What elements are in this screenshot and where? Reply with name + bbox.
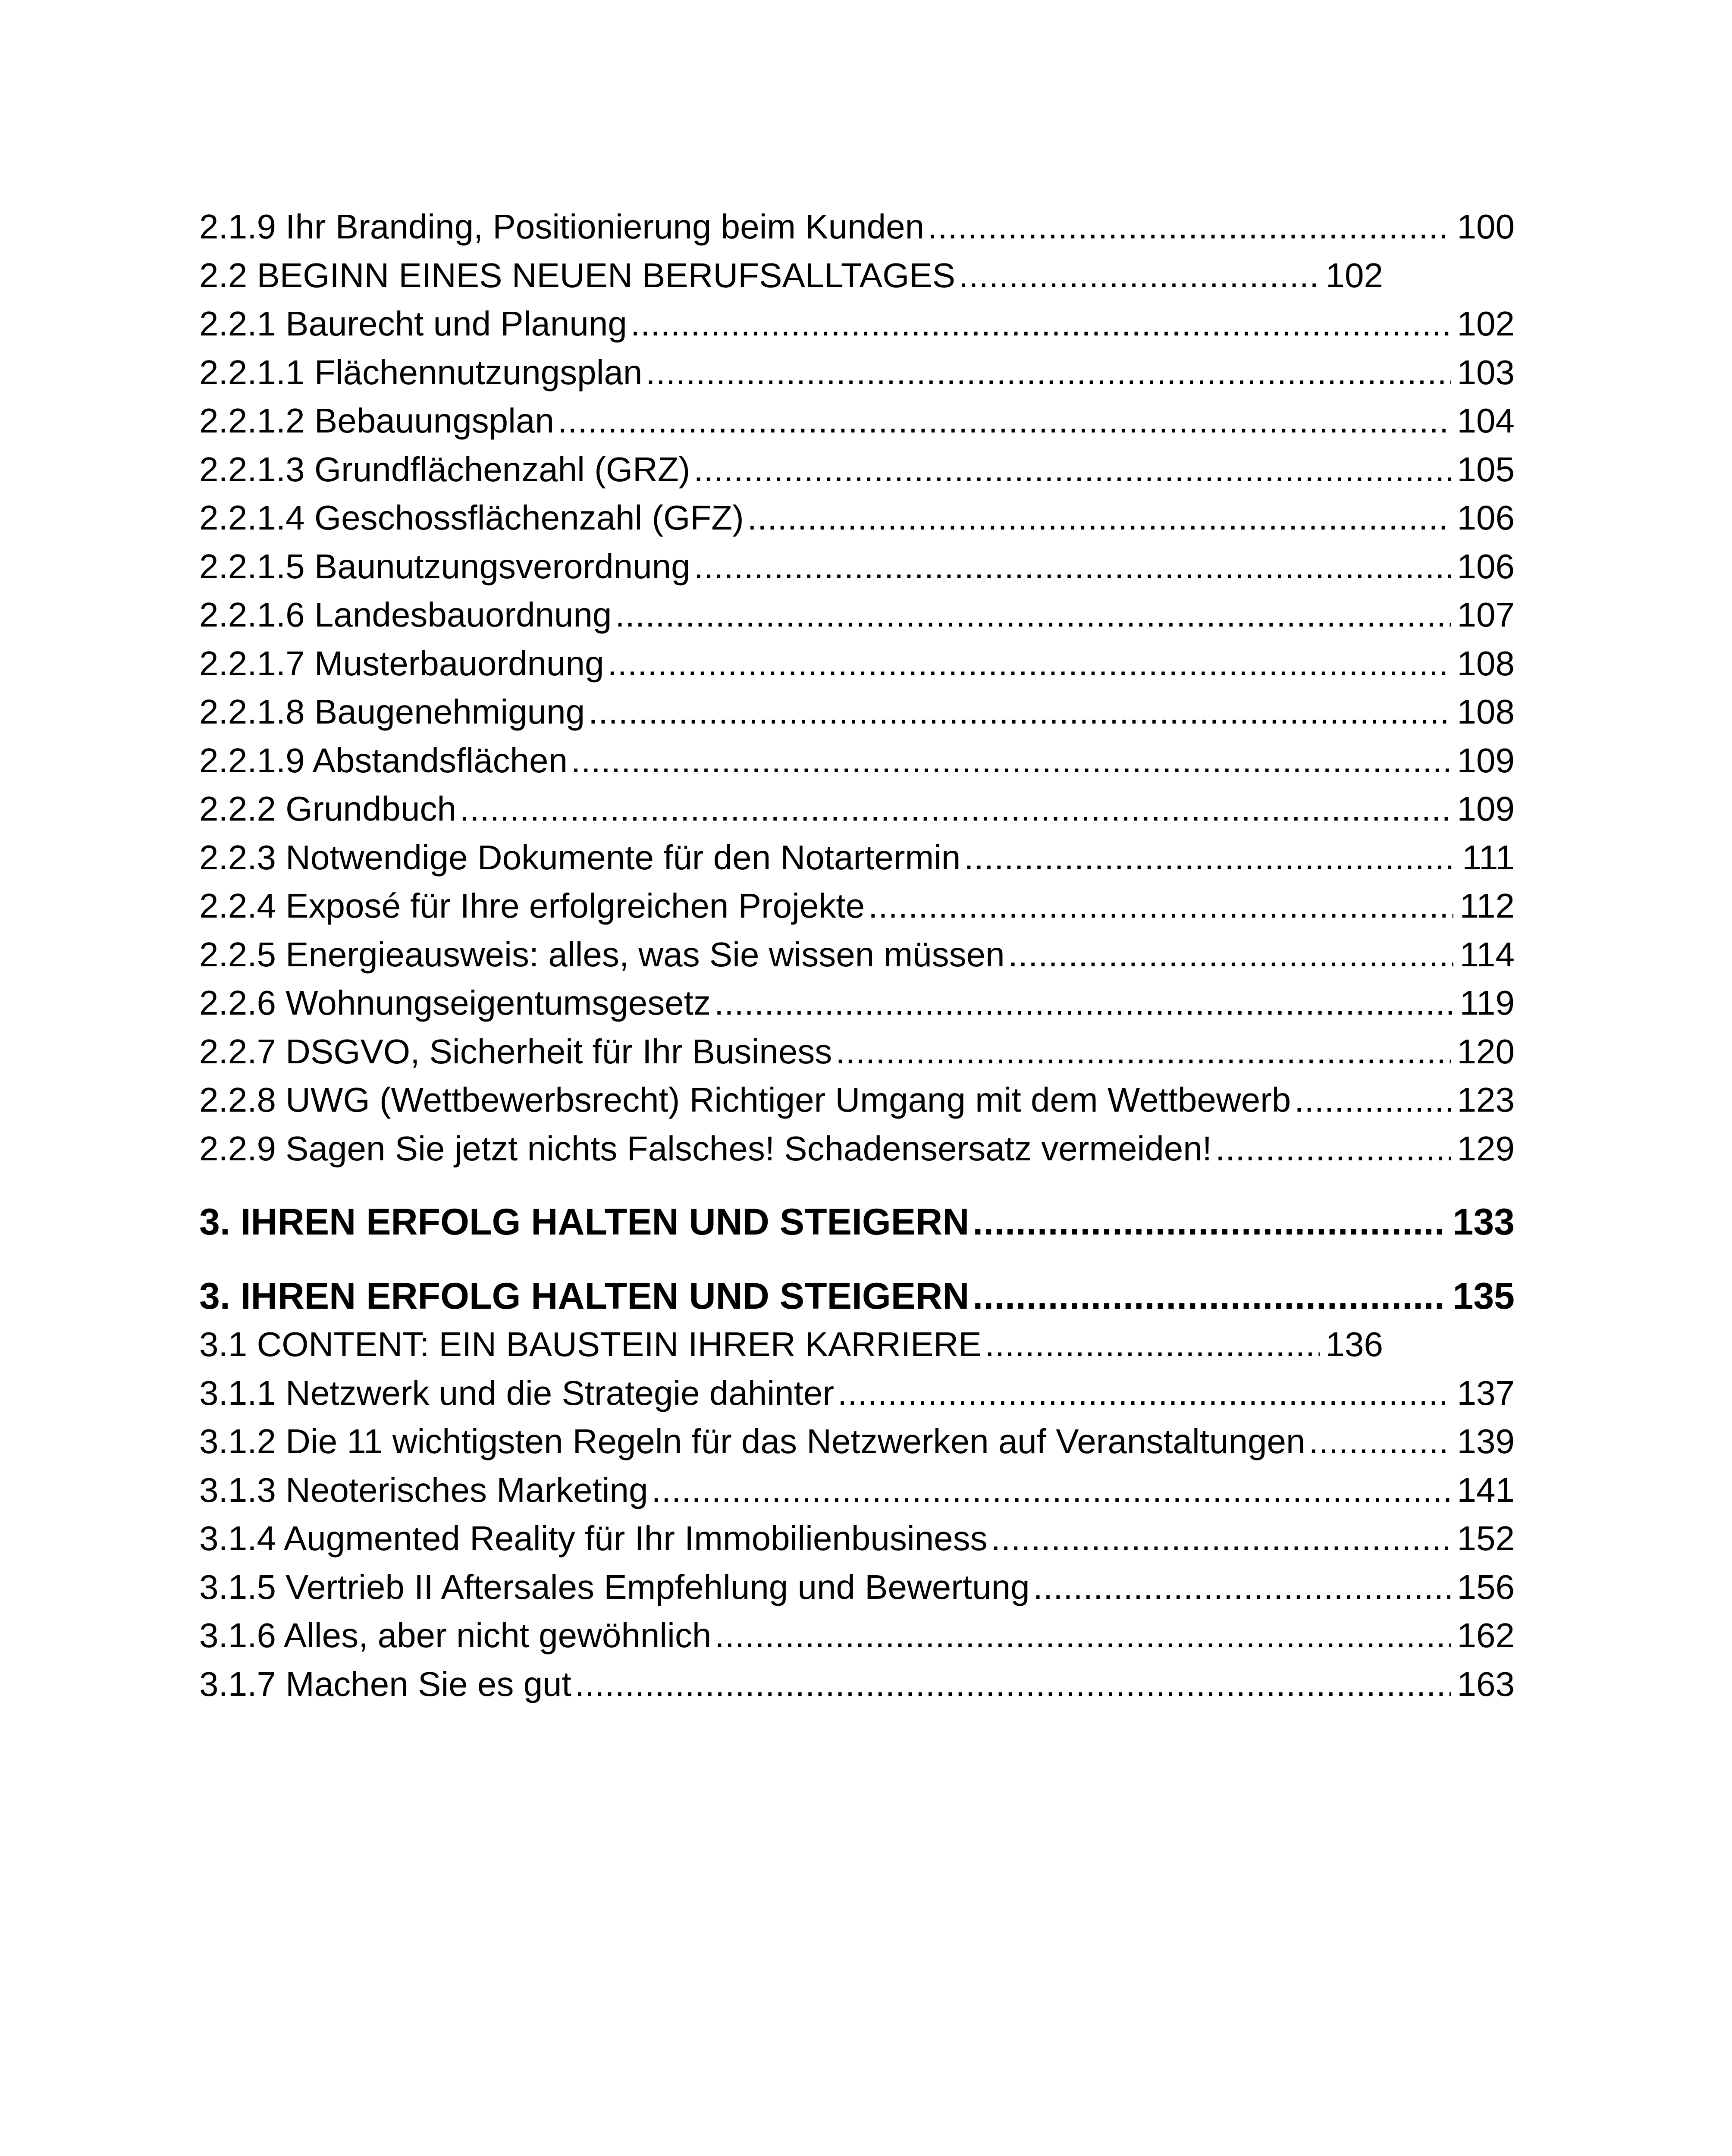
toc-entry <box>199 1563 1515 1612</box>
toc-page-number: 112 <box>1459 887 1515 925</box>
toc-page-number: 109 <box>1457 790 1515 828</box>
toc-dot-leader <box>575 1660 1451 1709</box>
toc-entry-label: 2.1.9 Ihr Branding, Positionierung beim Kunden <box>199 207 925 246</box>
toc-dot-leader <box>615 591 1451 639</box>
toc-entry-label: 2.2.4 Exposé für Ihre erfolgreichen Projekte <box>199 887 865 925</box>
toc-entry <box>199 300 1515 348</box>
toc-entry-label: 2.2.1.9 Abstandsflächen <box>199 741 568 780</box>
toc-page-number: 139 <box>1457 1422 1515 1460</box>
toc-page-number: 102 <box>1325 256 1383 295</box>
toc-dot-leader <box>1008 931 1454 979</box>
toc-entry <box>199 1417 1515 1466</box>
toc-dot-leader <box>631 300 1451 348</box>
toc-page-number: 141 <box>1457 1470 1515 1509</box>
toc-entry <box>199 397 1515 445</box>
toc-entry <box>199 1466 1515 1515</box>
toc-dot-leader <box>973 1198 1446 1246</box>
toc-entry <box>199 785 1515 834</box>
toc-entry <box>199 979 1515 1028</box>
toc-entry <box>199 348 1515 397</box>
toc-dot-leader <box>715 1611 1451 1660</box>
toc-dot-leader <box>928 203 1451 251</box>
toc-entry <box>199 1125 1515 1173</box>
toc-page-number: 123 <box>1457 1081 1515 1119</box>
toc-page-number: 106 <box>1457 498 1515 537</box>
toc-page-number: 135 <box>1453 1275 1515 1317</box>
toc-entry <box>199 1514 1515 1563</box>
toc-entry-label: 2.2.1 Baurecht und Planung <box>199 304 627 343</box>
toc-entry-label: 2.2.9 Sagen Sie jetzt nichts Falsches! Schadensersatz vermeiden! <box>199 1129 1212 1168</box>
toc-dot-leader <box>1309 1417 1451 1466</box>
toc-page-number: 109 <box>1457 741 1515 780</box>
toc-page-number: 156 <box>1457 1567 1515 1606</box>
toc-entry <box>199 494 1515 542</box>
toc-dot-leader <box>868 882 1453 931</box>
toc-page-number: 119 <box>1459 984 1515 1022</box>
toc-entry-label: 3. IHREN ERFOLG HALTEN UND STEIGERN <box>199 1275 970 1317</box>
toc-entry <box>199 1660 1515 1709</box>
toc-entry <box>199 1076 1515 1125</box>
toc-dot-leader <box>694 542 1451 591</box>
toc-entry-label: 2.2.6 Wohnungseigentumsgesetz <box>199 984 711 1022</box>
toc-dot-leader <box>714 979 1453 1028</box>
toc-entry <box>199 882 1515 931</box>
toc-page-number: 129 <box>1457 1129 1515 1168</box>
toc-entry-label: 2.2.3 Notwendige Dokumente für den Notartermin <box>199 838 961 877</box>
toc-page-number: 102 <box>1457 304 1515 343</box>
toc-page-number: 136 <box>1325 1325 1383 1363</box>
table-of-contents <box>199 203 1515 1708</box>
toc-dot-leader <box>693 445 1451 494</box>
toc-dot-leader <box>991 1514 1451 1563</box>
toc-entry <box>199 251 1383 300</box>
toc-entry-label: 2.2.1.1 Flächennutzungsplan <box>199 353 643 392</box>
toc-entry <box>199 688 1515 736</box>
toc-dot-leader <box>747 494 1451 542</box>
toc-entry <box>199 542 1515 591</box>
toc-dot-leader <box>964 834 1456 882</box>
toc-dot-leader <box>1294 1076 1451 1125</box>
toc-page-number: 103 <box>1457 353 1515 392</box>
toc-entry-label: 3.1.1 Netzwerk und die Strategie dahinter <box>199 1373 834 1412</box>
toc-dot-leader <box>1215 1125 1451 1173</box>
toc-page-number: 162 <box>1457 1616 1515 1655</box>
toc-entry <box>199 1369 1515 1418</box>
toc-entry-label: 3.1.7 Machen Sie es gut <box>199 1664 571 1703</box>
toc-entry <box>199 591 1515 639</box>
toc-entry-label: 2.2.1.2 Bebauungsplan <box>199 401 554 440</box>
toc-dot-leader <box>1033 1563 1451 1612</box>
toc-entry-label: 2.2.1.3 Grundflächenzahl (GRZ) <box>199 450 690 489</box>
toc-page-number: 120 <box>1457 1032 1515 1071</box>
toc-entry-label: 3.1.4 Augmented Reality für Ihr Immobilienbusiness <box>199 1519 988 1557</box>
toc-dot-leader <box>838 1369 1451 1418</box>
toc-entry <box>199 736 1515 785</box>
toc-dot-leader <box>558 397 1451 445</box>
toc-dot-leader <box>646 348 1451 397</box>
toc-page-number: 108 <box>1457 644 1515 683</box>
toc-entry-label: 3.1.3 Neoterisches Marketing <box>199 1470 648 1509</box>
toc-page-number: 104 <box>1457 401 1515 440</box>
toc-entry <box>199 445 1515 494</box>
toc-dot-leader <box>460 785 1451 834</box>
toc-entry <box>199 203 1515 251</box>
toc-entry-label: 2.2.1.5 Baunutzungsverordnung <box>199 547 690 586</box>
toc-entry-label: 2.2.7 DSGVO, Sicherheit für Ihr Business <box>199 1032 832 1071</box>
toc-page-number: 137 <box>1457 1373 1515 1412</box>
toc-dot-leader <box>959 251 1319 300</box>
toc-entry-label: 2.2.8 UWG (Wettbewerbsrecht) Richtiger Umgang mit dem Wettbewerb <box>199 1081 1291 1119</box>
toc-dot-leader <box>588 688 1451 736</box>
toc-entry <box>199 1028 1515 1076</box>
toc-entry-label: 2.2 BEGINN EINES NEUEN BERUFSALLTAGES <box>199 256 956 295</box>
toc-entry <box>199 639 1515 688</box>
toc-entry-label: 3. IHREN ERFOLG HALTEN UND STEIGERN <box>199 1201 970 1243</box>
toc-entry-label: 3.1.5 Vertrieb II Aftersales Empfehlung und Bewertung <box>199 1567 1030 1606</box>
toc-dot-leader <box>835 1028 1451 1076</box>
toc-entry-label: 3.1 CONTENT: EIN BAUSTEIN IHRER KARRIERE <box>199 1325 982 1363</box>
toc-entry <box>199 1320 1383 1369</box>
toc-page-number: 108 <box>1457 693 1515 731</box>
toc-page-number: 152 <box>1457 1519 1515 1557</box>
toc-entry-label: 2.2.1.6 Landesbauordnung <box>199 595 612 634</box>
toc-dot-leader <box>652 1466 1451 1515</box>
toc-page-number: 106 <box>1457 547 1515 586</box>
toc-dot-leader <box>985 1320 1320 1369</box>
toc-dot-leader <box>571 736 1451 785</box>
toc-page-number: 133 <box>1453 1201 1515 1243</box>
toc-page-number: 111 <box>1462 838 1515 877</box>
toc-chapter-entry <box>199 1272 1515 1320</box>
toc-entry-label: 2.2.1.4 Geschossflächenzahl (GFZ) <box>199 498 744 537</box>
toc-page-number: 163 <box>1457 1664 1515 1703</box>
toc-entry <box>199 834 1515 882</box>
toc-entry <box>199 1611 1515 1660</box>
toc-page-number: 100 <box>1457 207 1515 246</box>
toc-dot-leader <box>607 639 1451 688</box>
toc-entry-label: 2.2.2 Grundbuch <box>199 790 456 828</box>
toc-entry-label: 2.2.5 Energieausweis: alles, was Sie wissen müssen <box>199 935 1005 974</box>
toc-entry-label: 2.2.1.7 Musterbauordnung <box>199 644 604 683</box>
toc-dot-leader <box>973 1272 1446 1320</box>
toc-page-number: 107 <box>1457 595 1515 634</box>
toc-entry-label: 2.2.1.8 Baugenehmigung <box>199 693 585 731</box>
toc-page-number: 105 <box>1457 450 1515 489</box>
toc-entry-label: 3.1.2 Die 11 wichtigsten Regeln für das Netzwerken auf Veranstaltungen <box>199 1422 1305 1460</box>
toc-page-number: 114 <box>1459 935 1515 974</box>
toc-entry <box>199 931 1515 979</box>
toc-chapter-entry <box>199 1198 1515 1246</box>
toc-entry-label: 3.1.6 Alles, aber nicht gewöhnlich <box>199 1616 712 1655</box>
